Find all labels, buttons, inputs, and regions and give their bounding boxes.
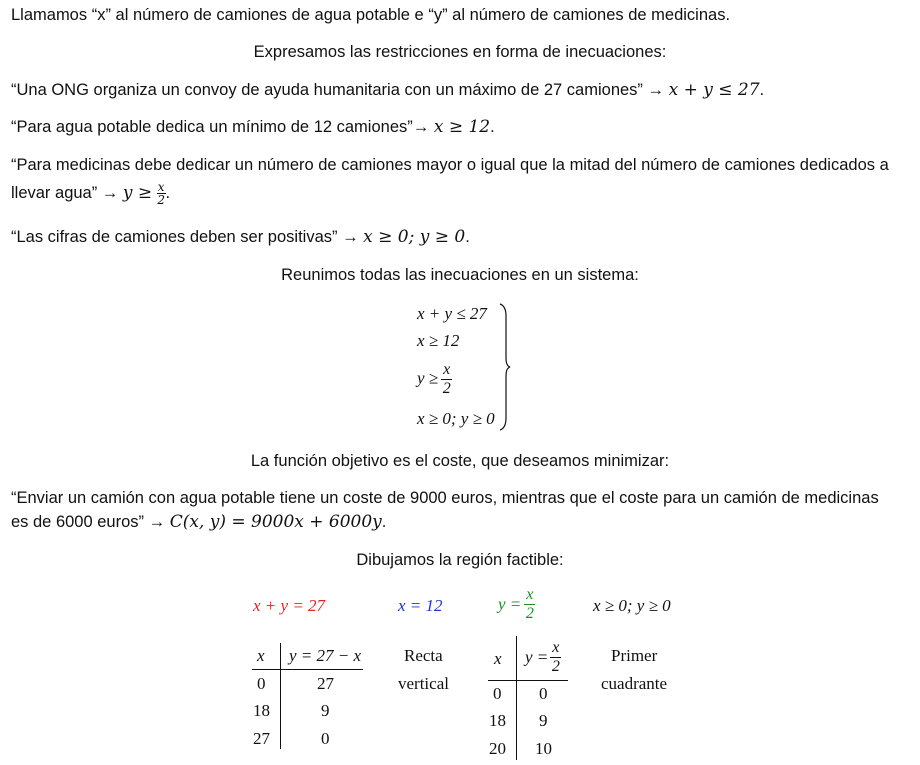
quadrant-note-2: cuadrante bbox=[601, 674, 668, 693]
constraint-min-line bbox=[11, 115, 495, 139]
system-heading: Reunimos todas las inecuaciones en un sistema: bbox=[281, 266, 639, 284]
line-label-positive: x ≥ 0; y ≥ 0 bbox=[593, 596, 671, 615]
period: . bbox=[759, 81, 765, 99]
table-sum-divider bbox=[280, 643, 281, 749]
table-half-rule bbox=[488, 680, 568, 681]
line-label-sum: x + y = 27 bbox=[253, 596, 326, 615]
table-row: 18 bbox=[253, 701, 270, 720]
table-sum-header-y: y = 27 − x bbox=[289, 646, 362, 665]
vertical-line-note-1: Recta bbox=[404, 646, 443, 665]
objective-function: C(x, y) = 9000x + 6000y bbox=[169, 512, 382, 532]
system-row-4: x ≥ 0; y ≥ 0 bbox=[417, 409, 495, 428]
constraint-max-math: x + y ≤ 27 bbox=[668, 80, 760, 100]
objective-text: es de 6000 euros” → bbox=[11, 513, 170, 531]
system-row-1: x + y ≤ 27 bbox=[417, 304, 487, 323]
table-row: 10 bbox=[535, 739, 552, 758]
objective-line-1: “Enviar un camión con agua potable tiene un coste de 9000 euros, mientras que el coste para un camión de medicinas bbox=[11, 489, 879, 507]
restrictions-heading: Expresamos las restricciones en forma de inecuaciones: bbox=[253, 43, 667, 61]
period: . bbox=[165, 184, 171, 202]
system-row-3: y ≥ $\frac{x}{2}$ bbox=[417, 361, 451, 397]
table-row: 20 bbox=[489, 739, 506, 758]
period: . bbox=[465, 228, 470, 246]
table-row: 27 bbox=[317, 674, 334, 693]
constraint-half-line-2 bbox=[11, 181, 170, 206]
table-row: 9 bbox=[539, 711, 548, 730]
table-sum-rule bbox=[252, 669, 363, 670]
region-heading: Dibujamos la región factible: bbox=[356, 551, 564, 569]
constraint-half-line-1: “Para medicinas debe dedicar un número de camiones mayor o igual que la mitad del número de camiones dedicados a bbox=[11, 156, 889, 174]
constraint-max-line bbox=[11, 78, 764, 102]
constraint-half-text: llevar agua” → bbox=[11, 184, 123, 202]
quadrant-note-1: Primer bbox=[611, 646, 658, 665]
intro-line: Llamamos “x” al número de camiones de agua potable e “y” al número de camiones de medicinas. bbox=[11, 6, 731, 24]
table-row: 0 bbox=[257, 674, 266, 693]
constraint-positive-text: “Las cifras de camiones deben ser positivas” → bbox=[11, 228, 364, 246]
table-half-divider bbox=[516, 636, 517, 760]
period: . bbox=[381, 513, 387, 531]
system-row-2: x ≥ 12 bbox=[417, 331, 460, 350]
objective-heading: La función objetivo es el coste, que deseamos minimizar: bbox=[250, 452, 670, 470]
constraint-positive-math: x ≥ 0; y ≥ 0 bbox=[363, 227, 466, 247]
table-half-header-x: x bbox=[494, 649, 502, 668]
vertical-line-note-2: vertical bbox=[398, 674, 449, 693]
table-sum-header-x: x bbox=[257, 646, 265, 665]
fraction-x-over-2: $\frac{x}{2}$ bbox=[157, 180, 165, 208]
line-label-half: y = $\frac{x}{2}$ bbox=[498, 586, 534, 622]
objective-line-2 bbox=[11, 510, 386, 534]
constraint-half-math: y ≥ bbox=[122, 183, 153, 203]
table-row: 0 bbox=[539, 684, 548, 703]
table-row: 18 bbox=[489, 711, 506, 730]
constraint-min-math: x ≥ 12 bbox=[433, 117, 491, 137]
period: . bbox=[490, 118, 495, 136]
table-row: 9 bbox=[321, 701, 330, 720]
table-half-header-y: y = $\frac{x}{2}$ bbox=[525, 639, 560, 675]
constraint-max-text: “Una ONG organiza un convoy de ayuda humanitaria con un máximo de 27 camiones” → bbox=[11, 81, 669, 99]
line-label-vertical: x = 12 bbox=[398, 596, 443, 615]
table-row: 27 bbox=[253, 729, 270, 748]
constraint-min-text: “Para agua potable dedica un mínimo de 12 camiones”→ bbox=[11, 118, 434, 136]
constraint-positive-line bbox=[11, 225, 470, 249]
table-row: 0 bbox=[321, 729, 330, 748]
table-row: 0 bbox=[493, 684, 502, 703]
system-brace bbox=[498, 302, 514, 432]
